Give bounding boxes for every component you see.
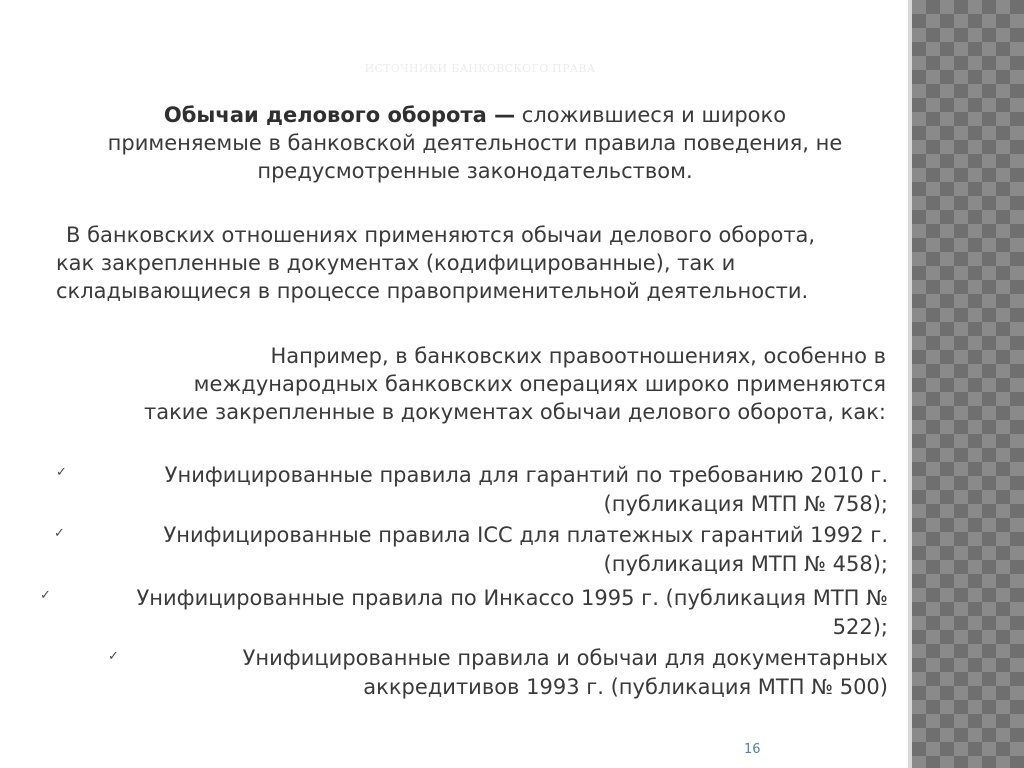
paragraph-example-line-3: такие закрепленные в документах обычаи делового оборота, как:: [144, 400, 886, 424]
checkmark-icon: ✓: [40, 588, 51, 603]
paragraph-definition-line-2: применяемые в банковской деятельности правила поведения, не: [107, 131, 843, 155]
slide-title: ИСТОЧНИКИ БАНКОВСКОГО ПРАВА: [364, 62, 596, 75]
paragraph-example-line-2: международных банковских операциях широко применяются: [193, 372, 886, 396]
bold-term: Обычаи делового оборота —: [163, 103, 516, 127]
paragraph-definition-line-3: предусмотренные законодательством.: [257, 159, 693, 183]
paragraph-application: [56, 221, 886, 305]
list-item-line-2: 522);: [832, 615, 888, 639]
paragraph-application-line-3: складывающиеся в процессе правоприменительной деятельности.: [56, 279, 809, 303]
list-item-line-1: Унифицированные правила ICC для платежных гарантий 1992 г.: [163, 523, 888, 547]
paragraph-application-line-2: как закрепленные в документах (кодифицированные), так и: [56, 251, 736, 275]
list-item-line-1: Унифицированные правила и обычаи для документарных: [242, 646, 888, 670]
paragraph-example-line-1: Например, в банковских правоотношениях, особенно в: [270, 344, 886, 368]
paragraph-example: [56, 342, 886, 426]
page-number: 16: [744, 742, 761, 757]
list-item-line-2: (публикация МТП № 458);: [603, 552, 888, 576]
paragraph-definition-line-1: [60, 101, 890, 129]
list-item: [60, 584, 888, 642]
list-item: [90, 461, 888, 519]
checkmark-icon: ✓: [108, 649, 119, 664]
list-item-line-1: Унифицированные правила для гарантий по требованию 2010 г.: [164, 463, 888, 487]
list-item-line-2: (публикация МТП № 758);: [603, 492, 888, 516]
definition-rest: сложившиеся и широко: [515, 103, 787, 127]
decorative-pattern-sidebar: [912, 0, 1024, 768]
list-item: [90, 521, 888, 579]
paragraph-application-line-1: В банковских отношениях применяются обычаи делового оборота,: [66, 223, 816, 247]
checkmark-icon: ✓: [54, 526, 65, 541]
paragraph-definition: [60, 101, 890, 185]
checkmark-icon: ✓: [56, 465, 67, 480]
list-item-line-1: Унифицированные правила по Инкассо 1995 г. (публикация МТП №: [136, 586, 888, 610]
list-item-line-2: аккредитивов 1993 г. (публикация МТП № 500): [363, 675, 888, 699]
list-item: [130, 644, 888, 702]
